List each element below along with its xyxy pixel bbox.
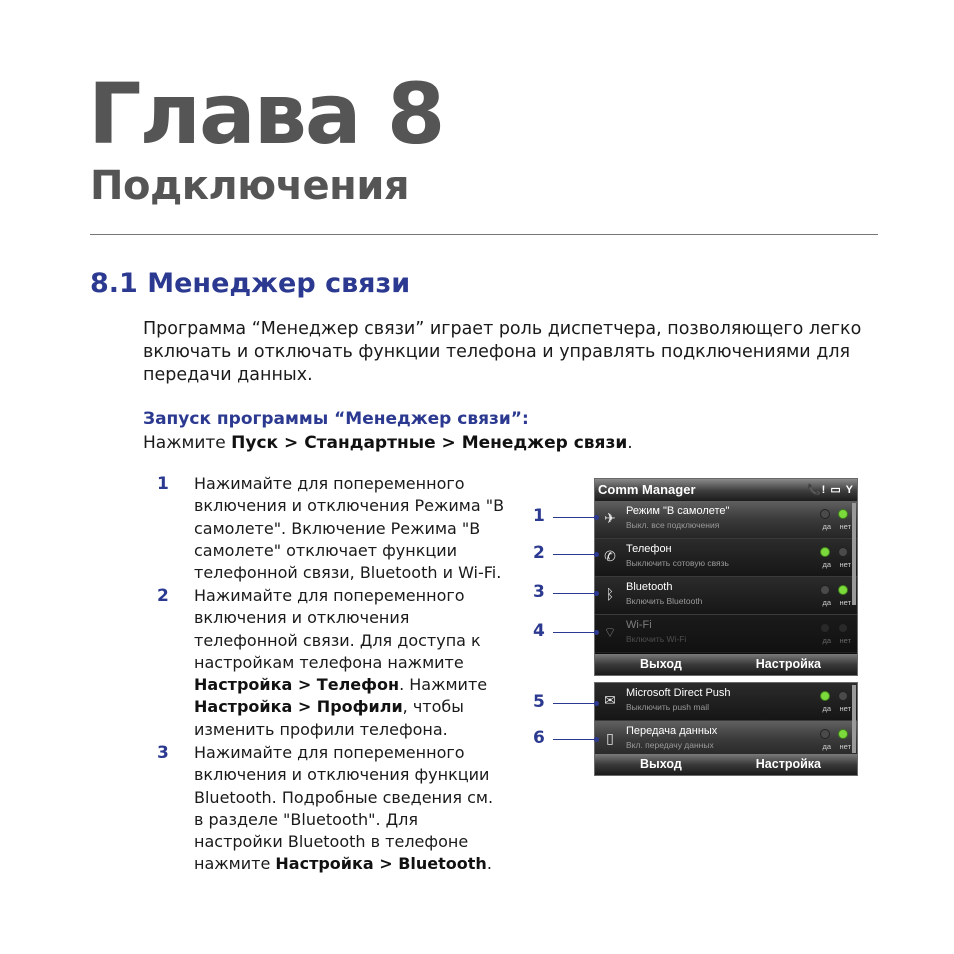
item-text: [194, 585, 506, 741]
softkey-bar: [595, 754, 857, 775]
no-label: нет: [839, 742, 851, 751]
scrollbar[interactable]: [852, 685, 856, 753]
no-radio[interactable]: [838, 691, 848, 701]
settings-softkey[interactable]: Настройка: [755, 657, 821, 671]
yes-label: да: [822, 742, 831, 751]
item-text-part: , чтобы изменить профили телефона.: [194, 697, 464, 739]
comm-manager-screen: [594, 478, 858, 676]
comm-manager-screen-continued: [594, 682, 858, 776]
callout-leader-dot: [594, 701, 599, 706]
callout-number: 6: [533, 728, 545, 748]
item-text-part: Нажимайте для попеременного включения и отключения телефонной связи. Для доступа к настройкам телефона нажмите: [194, 586, 481, 672]
launch-instruction: [143, 432, 633, 455]
callout-leader-line: [553, 593, 596, 594]
menu-standard: Стандартные: [304, 433, 436, 453]
item-text-part: . Нажмите: [399, 675, 488, 695]
callout-number: 5: [533, 692, 545, 712]
toggle-row[interactable]: [595, 539, 857, 577]
scrollbar[interactable]: [852, 503, 856, 605]
menu-start: Пуск: [231, 433, 279, 453]
toggle-name: Bluetooth: [626, 581, 673, 593]
toggle-description: Включить Bluetooth: [626, 596, 703, 606]
divider: [90, 234, 878, 235]
yes-label: да: [822, 704, 831, 713]
callout-number: 2: [533, 543, 545, 563]
callout-number: 4: [533, 621, 545, 641]
chapter-title: Глава 8: [88, 65, 444, 163]
settings-softkey[interactable]: Настройка: [755, 757, 821, 771]
airplane-icon: ✈: [604, 511, 616, 527]
no-radio[interactable]: [838, 729, 848, 739]
item-number: 3: [157, 743, 169, 763]
item-bold-path: Настройка > Bluetooth: [275, 854, 487, 874]
toggle-name: Телефон: [626, 543, 672, 555]
callout-leader-dot: [594, 515, 599, 520]
yes-radio[interactable]: [820, 547, 830, 557]
toggle-description: Выключить push mail: [626, 702, 709, 712]
no-label: нет: [839, 522, 851, 531]
exit-softkey[interactable]: Выход: [640, 757, 682, 771]
toggle-description: Вкл. передачу данных: [626, 740, 714, 750]
no-radio[interactable]: [838, 547, 848, 557]
callout-number: 1: [533, 506, 545, 526]
menu-comm-manager: Менеджер связи: [461, 433, 628, 453]
toggle-row[interactable]: [595, 683, 857, 721]
toggle-description: Включить Wi-Fi: [626, 634, 687, 644]
item-bold-path: Настройка > Профили: [194, 697, 403, 717]
mail-icon: ✉: [604, 693, 616, 709]
toggle-row[interactable]: [595, 501, 857, 539]
yes-label: да: [822, 598, 831, 607]
item-number: 2: [157, 586, 169, 606]
no-label: нет: [839, 636, 851, 645]
callout-leader-dot: [594, 552, 599, 557]
toggle-description: Выкл. все подключения: [626, 520, 720, 530]
bluetooth-icon: ᛒ: [605, 587, 615, 603]
toggle-name: Microsoft Direct Push: [626, 687, 731, 699]
yes-radio[interactable]: [820, 585, 830, 595]
yes-radio[interactable]: [820, 729, 830, 739]
callout-number: 3: [533, 582, 545, 602]
menu-sep-2: >: [435, 433, 462, 453]
status-icons: 📞! ▭ Y: [806, 484, 854, 496]
screen-title: Comm Manager: [598, 482, 696, 497]
no-label: нет: [839, 560, 851, 569]
item-text: [194, 742, 506, 876]
item-text-part: .: [486, 854, 492, 874]
callout-leader-line: [553, 517, 596, 518]
no-radio[interactable]: [838, 509, 848, 519]
chapter-subtitle: Подключения: [90, 163, 410, 209]
launch-heading: Запуск программы “Менеджер связи”:: [143, 409, 529, 429]
no-radio[interactable]: [838, 585, 848, 595]
item-text: Нажимайте для попеременного включения и отключения Режима "В самолете". Включение Режима "В самолете" отключает функции телефонной связи, Bluetooth и Wi-Fi.: [194, 474, 505, 583]
callout-leader-line: [553, 703, 596, 704]
yes-label: да: [822, 560, 831, 569]
no-label: нет: [839, 704, 851, 713]
data-transfer-icon: ▯: [606, 731, 614, 747]
yes-label: да: [822, 522, 831, 531]
callout-leader-dot: [594, 591, 599, 596]
callout-leader-dot: [594, 630, 599, 635]
toggle-row[interactable]: [595, 615, 857, 653]
toggle-name: Режим "В самолете": [626, 505, 730, 517]
exit-softkey[interactable]: Выход: [640, 657, 682, 671]
callout-leader-line: [553, 632, 596, 633]
section-heading: 8.1 Менеджер связи: [90, 268, 411, 299]
yes-radio[interactable]: [820, 509, 830, 519]
item-bold-path: Настройка > Телефон: [194, 675, 400, 695]
phone-icon: ✆: [604, 549, 616, 565]
yes-label: да: [822, 636, 831, 645]
menu-sep-1: >: [278, 433, 305, 453]
item-number: 1: [157, 474, 169, 494]
toggle-name: Wi-Fi: [626, 619, 652, 631]
toggle-list: [595, 501, 857, 653]
callout-leader-line: [553, 739, 596, 740]
launch-prefix: Нажмите: [143, 433, 232, 453]
yes-radio[interactable]: [820, 623, 830, 633]
yes-radio[interactable]: [820, 691, 830, 701]
launch-suffix: .: [627, 433, 633, 453]
wifi-icon: ⌔: [603, 625, 617, 641]
item-text-part: Нажимайте для попеременного включения и отключения функции Bluetooth. Подробные сведения см. в разделе "Bluetooth". Для настройки Bluetooth в телефоне нажмите: [194, 743, 494, 874]
softkey-bar: [595, 654, 857, 675]
toggle-list: [595, 683, 857, 759]
no-radio[interactable]: [838, 623, 848, 633]
toggle-row[interactable]: [595, 577, 857, 615]
no-label: нет: [839, 598, 851, 607]
callout-leader-dot: [594, 737, 599, 742]
toggle-description: Выключить сотовую связь: [626, 558, 729, 568]
toggle-name: Передача данных: [626, 725, 718, 737]
screen-title-bar: [595, 479, 857, 501]
callout-leader-line: [553, 554, 596, 555]
intro-paragraph: Программа “Менеджер связи” играет роль диспетчера, позволяющего легко включать и отключать функции телефона и управлять подключениями для передачи данных.: [143, 319, 862, 385]
